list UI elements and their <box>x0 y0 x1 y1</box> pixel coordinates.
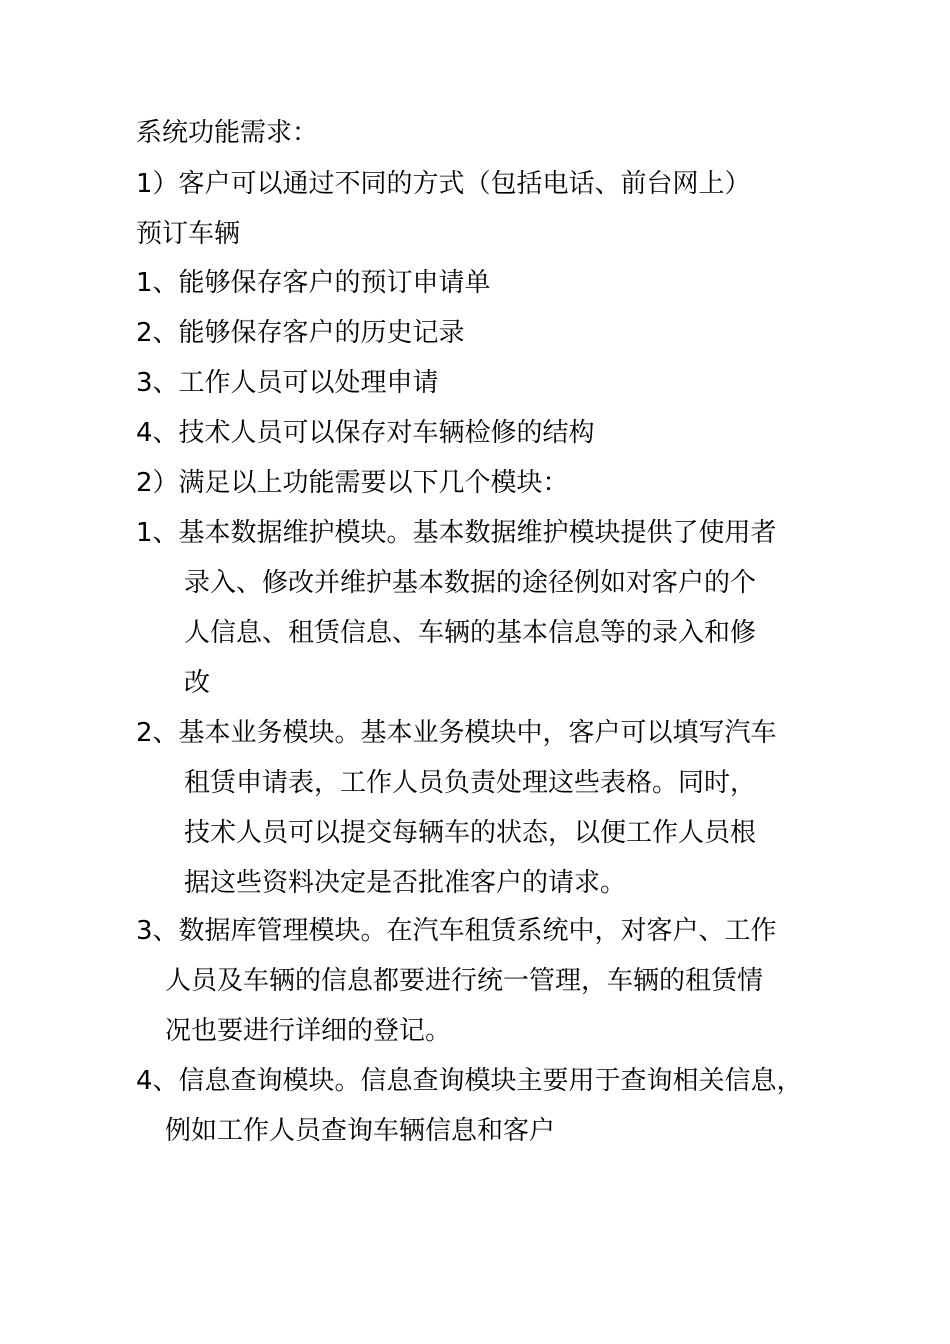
section1-item-1: 1、能够保存客户的预订申请单 <box>136 268 491 298</box>
module1-line3: 人信息、租赁信息、车辆的基本信息等的录入和修 <box>184 618 757 648</box>
module2-line1: 2、基本业务模块。基本业务模块中，客户可以填写汽车 <box>136 718 777 748</box>
module4-line1: 4、信息查询模块。信息查询模块主要用于查询相关信息， <box>136 1066 803 1096</box>
module2-line2: 租赁申请表，工作人员负责处理这些表格。同时， <box>184 768 757 798</box>
section1-item-3: 3、工作人员可以处理申请 <box>136 368 439 398</box>
document-heading: 系统功能需求： <box>136 118 319 148</box>
module3-line1: 3、数据库管理模块。在汽车租赁系统中，对客户、工作 <box>136 916 777 946</box>
section1-item-2: 2、能够保存客户的历史记录 <box>136 318 465 348</box>
module1-line4: 改 <box>184 668 211 698</box>
section1-item-4: 4、技术人员可以保存对车辆检修的结构 <box>136 418 595 448</box>
module3-line3: 况也要进行详细的登记。 <box>165 1016 452 1046</box>
module1-line2: 录入、修改并维护基本数据的途径例如对客户的个 <box>184 568 757 598</box>
module1-line1: 1、基本数据维护模块。基本数据维护模块提供了使用者 <box>136 518 777 548</box>
section2-intro: 2）满足以上功能需要以下几个模块： <box>136 468 569 498</box>
module3-line2: 人员及车辆的信息都要进行统一管理，车辆的租赁情 <box>165 966 764 996</box>
section1-intro-line2: 预订车辆 <box>136 219 241 249</box>
module2-line4: 据这些资料决定是否批准客户的请求。 <box>184 868 627 898</box>
section1-intro-line1: 1）客户可以通过不同的方式（包括电话、前台网上） <box>136 169 751 199</box>
module2-line3: 技术人员可以提交每辆车的状态，以便工作人员根 <box>184 818 757 848</box>
module4-line2: 例如工作人员查询车辆信息和客户 <box>165 1116 556 1146</box>
